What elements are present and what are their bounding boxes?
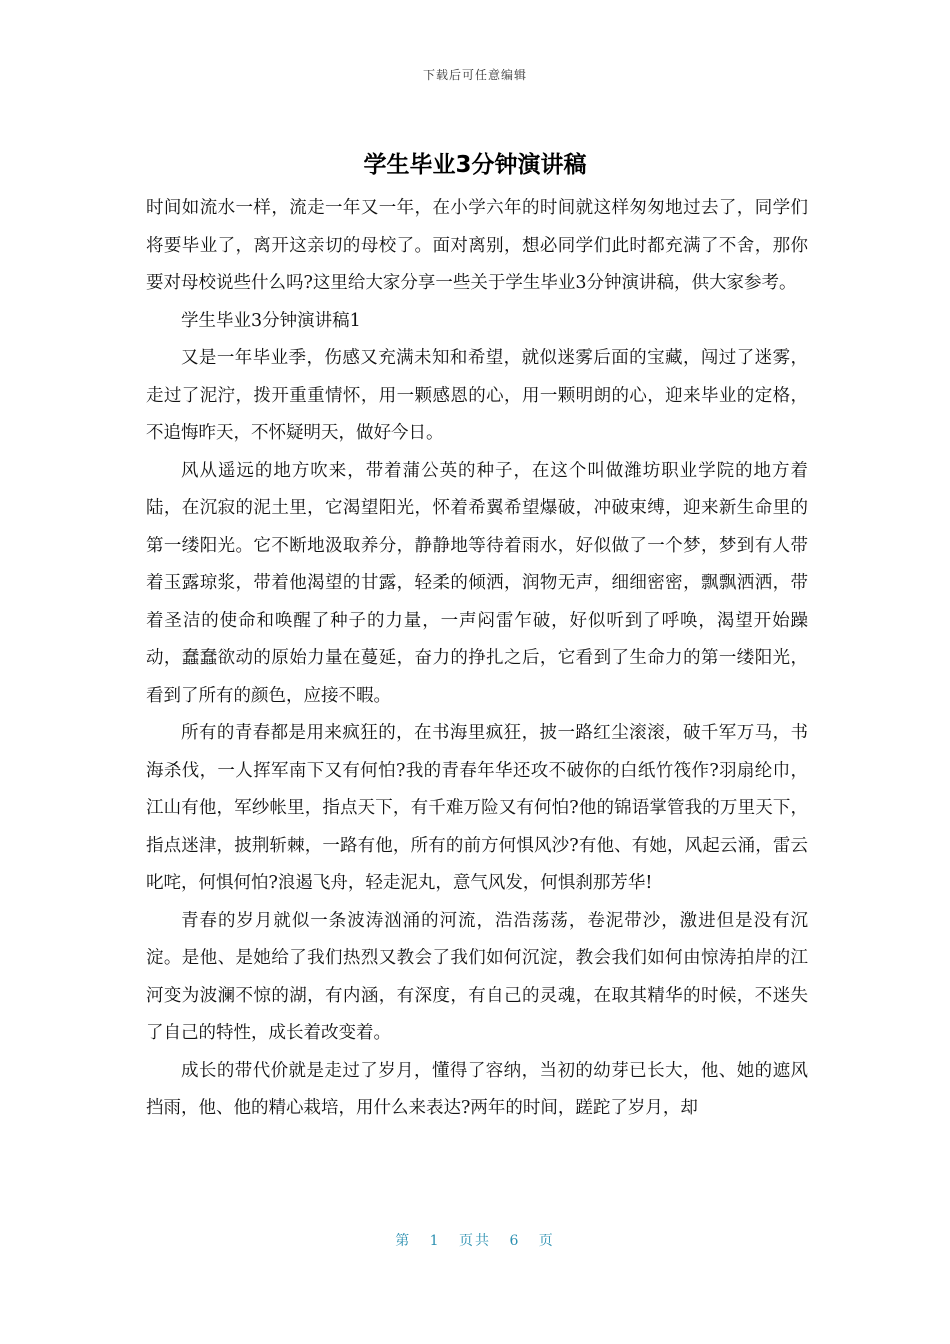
body-paragraph: 青春的岁月就似一条波涛汹涌的河流，浩浩荡荡，卷泥带沙，激进但是没有沉淀。是他、是她给了我们热烈又教会了我们如何沉淀，教会我们如何由惊涛拍岸的江河变为波澜不惊的湖，有内涵，有深度，有自己的灵魂，在取其精华的时候，不迷失了自己的特性，成长着改变着。 xyxy=(146,910,808,1043)
body-paragraph: 风从遥远的地方吹来，带着蒲公英的种子，在这个叫做潍坊职业学院的地方着陆，在沉寂的泥土里，它渴望阳光，怀着希翼希望爆破，冲破束缚，迎来新生命里的第一缕阳光。它不断地汲取养分，静静地等待着雨水，好似做了一个梦，梦到有人带着玉露琼浆，带着他渴望的甘露，轻柔的倾洒，润物无声，细细密密，飘飘洒洒，带着圣洁的使命和唤醒了种子的力量，一声闷雷乍破，好似听到了呼唤，渴望开始躁动，蠢蠢欲动的原始力量在蔓延，奋力的挣扎之后，它看到了生命力的第一缕阳光，看到了所有的颜色，应接不暇。 xyxy=(146,460,808,706)
document-body xyxy=(146,190,808,1128)
body-paragraph: 所有的青春都是用来疯狂的，在书海里疯狂，披一路红尘滚滚，破千军万马，书海杀伐，一人挥军南下又有何怕?我的青春年华还攻不破你的白纸竹筏作?羽扇纶巾，江山有他，军纱帐里，指点天下，有千难万险又有何怕?他的锦语掌管我的万里天下，指点迷津，披荆斩棘，一路有他，所有的前方何惧风沙?有他、有她，风起云涌，雷云叱咤，何惧何怕?浪遏飞舟，轻走泥丸，意气风发，何惧刹那芳华! xyxy=(146,723,808,893)
header-note: 下载后可任意编辑 xyxy=(422,68,527,82)
body-paragraph: 又是一年毕业季，伤感又充满未知和希望，就似迷雾后面的宝藏，闯过了迷雾，走过了泥泞，拨开重重情怀，用一颗感恩的心，用一颗明朗的心，迎来毕业的定格，不追悔昨天，不怀疑明天，做好今日。 xyxy=(146,348,808,443)
body-paragraph: 成长的带代价就是走过了岁月，懂得了容纳，当初的幼芽已长大，他、她的遮风挡雨，他、他的精心栽培，用什么来表达?两年的时间，蹉跎了岁月，却 xyxy=(146,1060,808,1118)
page-number-footer: 第 1 页共 6 页 xyxy=(395,1233,555,1249)
section-heading: 学生毕业3分钟演讲稿1 xyxy=(181,310,361,331)
document-title: 学生毕业3分钟演讲稿 xyxy=(363,152,587,178)
intro-paragraph: 时间如流水一样，流走一年又一年，在小学六年的时间就这样匆匆地过去了，同学们将要毕业了，离开这亲切的母校了。面对离别，想必同学们此时都充满了不舍，那你要对母校说些什么吗?这里给大家分享一些关于学生毕业3分钟演讲稿，供大家参考。 xyxy=(146,198,808,293)
